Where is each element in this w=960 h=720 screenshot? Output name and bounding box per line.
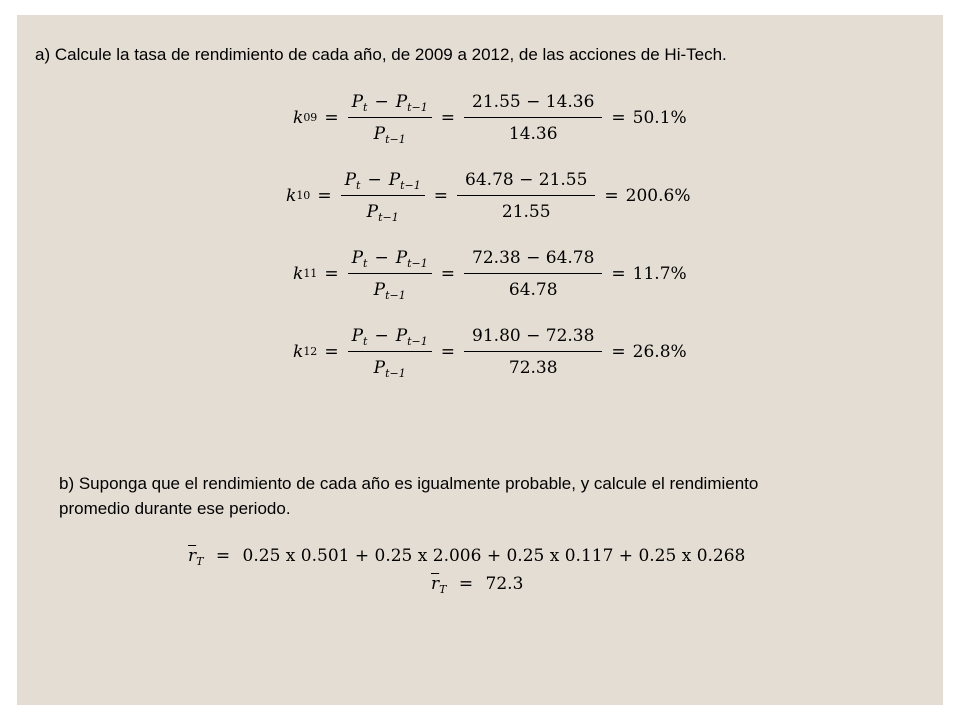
r-bar-symbol: $\overline{r}$ (431, 574, 440, 594)
equation-k12: k 12 = $\frac{P_t - P_{t-1}}{P_{t-1}}$ = $\frac{91.80 - 72.38}{72.38}$ = 26.8% (293, 326, 687, 380)
value-numerator: 72.38 − 64.78 (464, 248, 602, 274)
equals-sign: = (458, 574, 474, 594)
value-fraction (457, 170, 595, 222)
equals-sign: = (440, 342, 456, 362)
equals-sign: = (440, 108, 456, 128)
result-value: 11.7% (632, 264, 687, 284)
formula-fraction (348, 248, 432, 300)
formula-numerator: $P_t - P_{t-1}$ (348, 92, 432, 118)
value-denominator: 72.38 (508, 358, 558, 378)
formula-fraction (348, 92, 432, 144)
equals-sign: = (611, 264, 626, 284)
value-denominator: 64.78 (508, 280, 558, 300)
formula-denominator: $P_{t-1}$ (366, 202, 399, 224)
question-a: a) Calcule la tasa de rendimiento de cada año, de 2009 a 2012, de las acciones de Hi-Tech. (35, 45, 727, 64)
formula-denominator: $P_{t-1}$ (373, 280, 406, 302)
slide (17, 15, 943, 705)
value-denominator: 14.36 (508, 124, 558, 144)
r-subscript: T (439, 583, 447, 596)
formula-fraction (341, 170, 425, 222)
average-expression: 0.25 x 0.501 + 0.25 x 2.006 + 0.25 x 0.117 + 0.25 x 0.268 (242, 546, 746, 566)
average-equation-line1 (188, 546, 745, 566)
average-result: 72.3 (485, 574, 524, 594)
equals-sign: = (324, 342, 339, 362)
value-numerator: 64.78 − 21.55 (457, 170, 595, 196)
equals-sign: = (324, 264, 339, 284)
r-subscript: T (196, 555, 204, 568)
equals-sign: = (611, 108, 626, 128)
value-denominator: 21.55 (501, 202, 551, 222)
formula-numerator: $P_t - P_{t-1}$ (348, 248, 432, 274)
formula-numerator: $P_t - P_{t-1}$ (348, 326, 432, 352)
equation-k10: k 10 = $\frac{P_t - P_{t-1}}{P_{t-1}}$ = $\frac{64.78 - 21.55}{21.55}$ = 200.6% (286, 170, 691, 224)
formula-denominator: $P_{t-1}$ (373, 358, 406, 380)
formula-numerator: $P_t - P_{t-1}$ (341, 170, 425, 196)
value-numerator: 21.55 − 14.36 (464, 92, 602, 118)
value-numerator: 91.80 − 72.38 (464, 326, 602, 352)
result-value: 200.6% (625, 186, 691, 206)
r-bar-symbol: $\overline{r}$ (188, 546, 197, 566)
k-symbol: k (293, 342, 304, 362)
equation-k09: k 09 = $\frac{P_t - P_{t-1}}{P_{t-1}}$ = $\frac{21.55 - 14.36}{14.36}$ = 50.1% (293, 92, 687, 146)
equals-sign: = (324, 108, 339, 128)
k-symbol: k (286, 186, 297, 206)
formula-denominator: $P_{t-1}$ (373, 124, 406, 146)
equals-sign: = (317, 186, 332, 206)
equals-sign: = (604, 186, 619, 206)
value-fraction (464, 92, 602, 144)
equals-sign: = (440, 264, 456, 284)
equals-sign: = (433, 186, 449, 206)
formula-fraction (348, 326, 432, 378)
equation-k11: k 11 = $\frac{P_t - P_{t-1}}{P_{t-1}}$ = $\frac{72.38 - 64.78}{64.78}$ = 11.7% (293, 248, 687, 302)
k-symbol: k (293, 264, 304, 284)
result-value: 50.1% (632, 108, 687, 128)
k-symbol: k (293, 108, 304, 128)
value-fraction (464, 326, 602, 378)
value-fraction (464, 248, 602, 300)
equals-sign: = (611, 342, 626, 362)
equals-sign: = (215, 546, 231, 566)
result-value: 26.8% (632, 342, 687, 362)
question-b: b) Suponga que el rendimiento de cada año es igualmente probable, y calcule el rendimiento promedio durante ese periodo. (59, 474, 759, 518)
average-equation-line2 (431, 574, 523, 594)
